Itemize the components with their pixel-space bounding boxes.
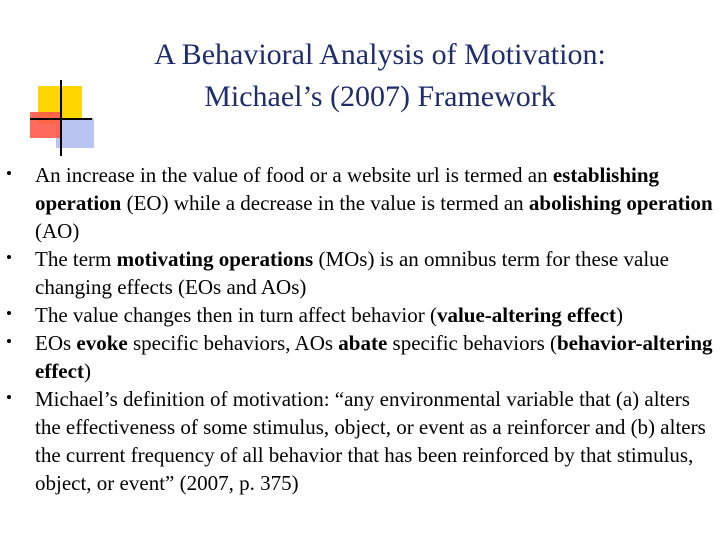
slide-title-line-2: Michael’s (2007) Framework (204, 80, 556, 113)
bullet-text: An increase in the value of food or a website url is termed an establishing operation (EO) while a decrease in the value is termed an abolishing operation (AO) (35, 163, 713, 243)
bullet-dot-icon (7, 339, 11, 343)
bullet-item (0, 245, 720, 301)
bullet-dot-icon (7, 171, 11, 175)
bullet-item (0, 385, 720, 497)
red-square-shape (30, 112, 60, 138)
bullet-item (0, 329, 720, 385)
slide-title (70, 34, 690, 118)
bullet-dot-icon (7, 395, 11, 399)
bullet-item (0, 161, 720, 245)
slide-title-line-1: A Behavioral Analysis of Motivation: (154, 38, 606, 71)
bullet-item (0, 301, 720, 329)
bullet-dot-icon (7, 311, 11, 315)
bullet-text: The term motivating operations (MOs) is an omnibus term for these value changing effects (EOs and AOs) (35, 247, 669, 299)
bullet-text: The value changes then in turn affect behavior (value-altering effect) (35, 303, 623, 327)
bullet-text: EOs evoke specific behaviors, AOs abate specific behaviors (behavior-altering effect) (35, 331, 713, 383)
horizontal-line-shape (30, 118, 92, 120)
bullet-list (0, 161, 720, 497)
bullet-dot-icon (7, 255, 11, 259)
bullet-text: Michael’s definition of motivation: “any environmental variable that (a) alters the effectiveness of some stimulus, object, or event as a reinforcer and (b) alters the current frequency of all behavior that has been reinforced by that stimulus, object, or event” (2007, p. 375) (35, 387, 706, 495)
